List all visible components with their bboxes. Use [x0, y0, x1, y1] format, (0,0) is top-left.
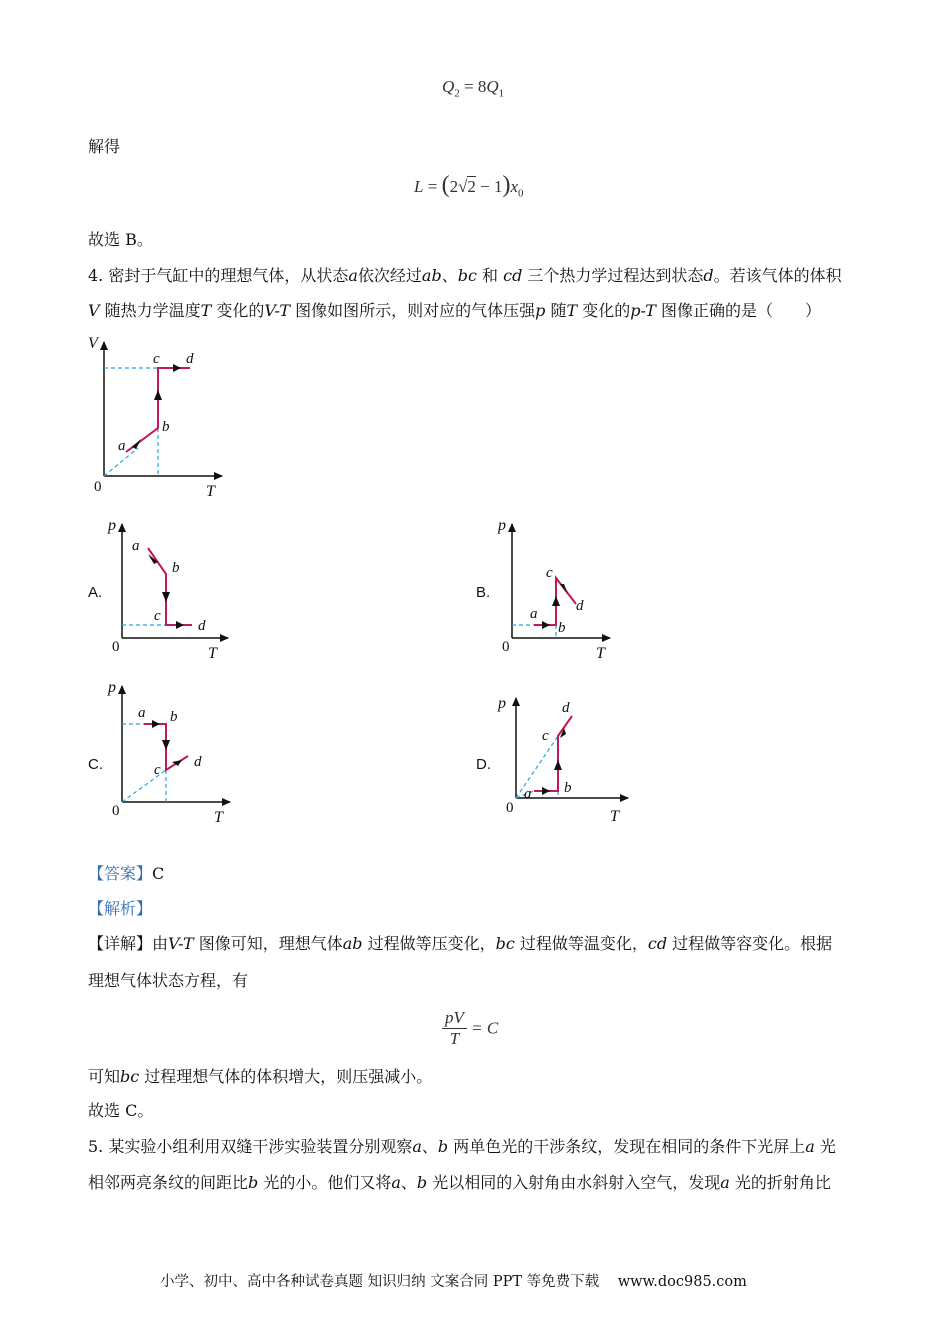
question-4-line-1: 4. 密封于气缸中的理想气体，从状态a依次经过ab、bc 和 cd 三个热力学过程达到状态d。若该气体的体积 [88, 266, 842, 285]
conclusion-line: 可知bc 过程理想气体的体积增大，则压强减小。 [88, 1067, 433, 1086]
svg-text:p: p [108, 679, 116, 696]
option-c-graph[interactable] [104, 674, 239, 829]
footer [160, 1270, 747, 1291]
guide-lines [104, 368, 158, 476]
point-a-label: a [118, 438, 126, 454]
direction-arrows [132, 364, 181, 449]
question-5-line-1: 5. 某实验小组利用双缝干涉实验装置分别观察a、b 两单色光的干涉条纹，发现在相同的条件下光屏上a 光 [88, 1137, 836, 1156]
process-curve [126, 368, 190, 452]
vt-graph [80, 328, 240, 503]
svg-text:a: a [138, 705, 146, 721]
option-b-graph[interactable] [494, 512, 624, 662]
svg-text:d: d [576, 598, 584, 614]
equation-length: $L = (2√2 - 1)x_0$ [414, 172, 524, 200]
equation-q2-8q1: $Q_2 = 8Q_1$ [442, 77, 505, 100]
svg-text:d: d [562, 700, 570, 716]
t-axis-label: T [206, 483, 215, 500]
svg-text:0: 0 [502, 639, 510, 655]
svg-text:0: 0 [112, 803, 120, 819]
detail-line-1: 【详解】由V-T 图像可知，理想气体ab 过程做等压变化，bc 过程做等温变化，cd 过程做等容变化。根据 [88, 934, 833, 953]
svg-text:p: p [498, 517, 506, 534]
equation-state: $\frac{pV}{T}$ = C [442, 1008, 498, 1049]
svg-text:p: p [498, 695, 506, 712]
svg-text:c: c [154, 762, 161, 778]
svg-text:0: 0 [112, 639, 120, 655]
svg-text:c: c [546, 565, 553, 581]
svg-text:T: T [208, 645, 217, 662]
svg-text:p: p [108, 517, 116, 534]
svg-text:T: T [214, 809, 223, 826]
detail-line-2: 理想气体状态方程，有 [88, 971, 249, 990]
answer-tag: 【答案】 [88, 864, 153, 883]
svg-text:c: c [154, 608, 161, 624]
option-a-graph[interactable] [104, 512, 234, 662]
svg-text:0: 0 [506, 800, 514, 816]
point-b-label: b [162, 419, 170, 435]
svg-text:a: a [530, 606, 538, 622]
option-d-graph[interactable] [494, 688, 634, 833]
svg-text:b: b [564, 780, 572, 796]
question-4-line-2: V 随热力学温度T 变化的V-T 图像如图所示，则对应的气体压强p 随T 变化的p-T 图像正确的是（ ） [88, 301, 822, 320]
svg-text:b: b [558, 620, 566, 636]
svg-text:c: c [542, 728, 549, 744]
final-choice: 故选 C。 [88, 1101, 154, 1120]
option-a-label[interactable]: A. [88, 584, 103, 601]
question-5-line-2: 相邻两亮条纹的间距比b 光的小。他们又将a、b 光以相同的入射角由水斜射入空气，发现a 光的折射角比 [88, 1173, 831, 1192]
answer-value: C [152, 864, 165, 883]
origin-label: 0 [94, 479, 102, 495]
svg-text:a: a [132, 538, 140, 554]
point-c-label: c [153, 351, 160, 367]
solve-label: 解得 [88, 137, 121, 156]
svg-text:d: d [194, 754, 202, 770]
svg-text:b: b [172, 560, 180, 576]
svg-text:d: d [198, 618, 206, 634]
point-d-label: d [186, 351, 194, 367]
svg-text:T: T [610, 808, 619, 825]
option-b-label[interactable]: B. [476, 584, 491, 601]
footer-text: 小学、初中、高中各种试卷真题 知识归纳 文案合同 PPT 等免费下载 [160, 1274, 600, 1290]
svg-text:a: a [524, 786, 532, 802]
answer-line [88, 863, 164, 885]
footer-url[interactable]: www.doc985.com [617, 1274, 747, 1290]
option-c-label[interactable]: C. [88, 756, 103, 773]
svg-text:b: b [170, 709, 178, 725]
v-axis-label: V [88, 335, 98, 352]
svg-text:T: T [596, 645, 605, 662]
previous-choice: 故选 B。 [88, 230, 153, 249]
analysis-tag: 【解析】 [88, 899, 153, 918]
option-d-label[interactable]: D. [476, 756, 491, 773]
